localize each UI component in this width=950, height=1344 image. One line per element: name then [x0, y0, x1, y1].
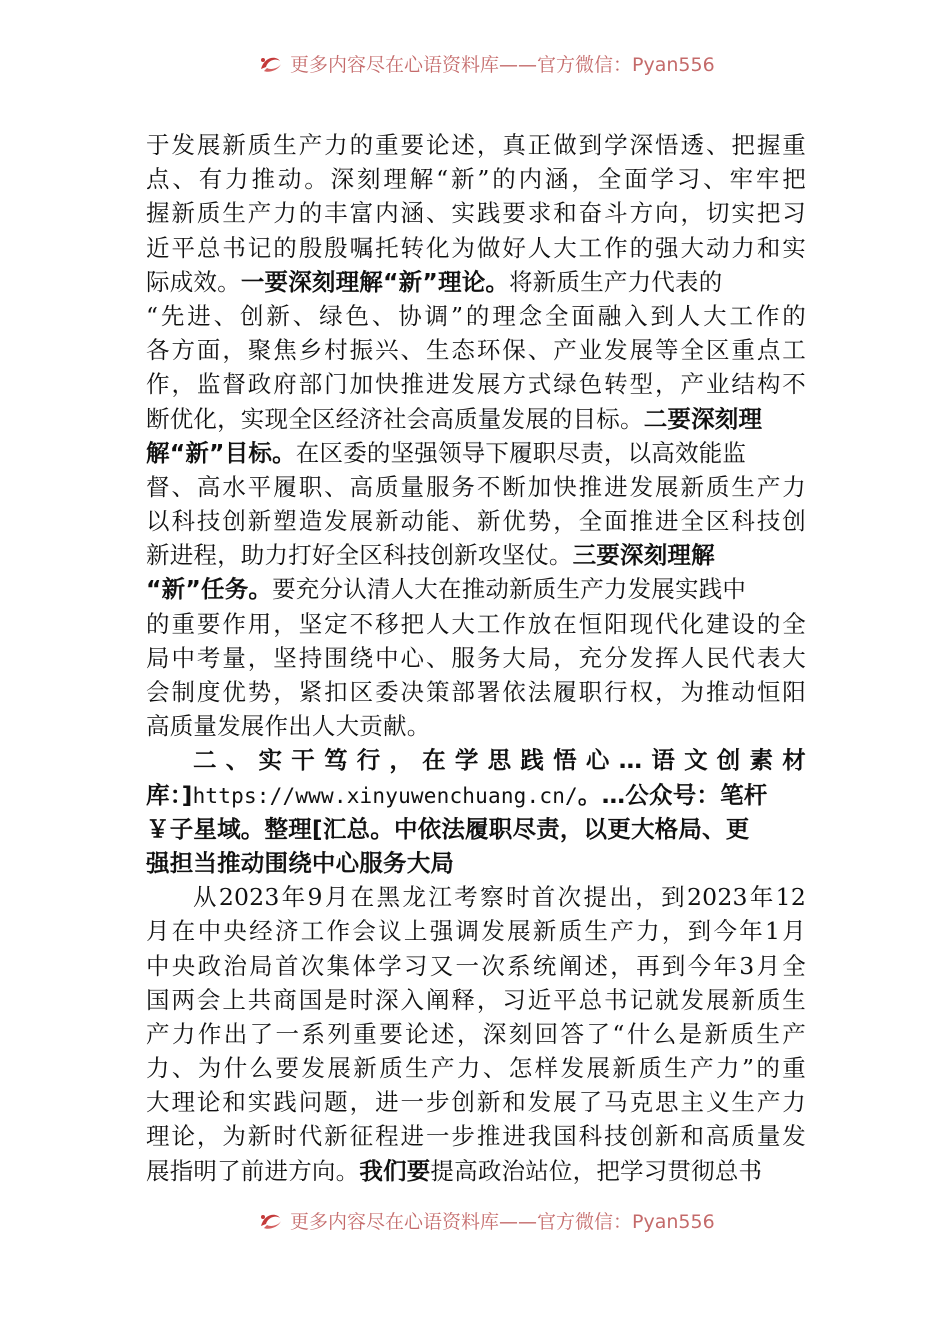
text-line: 的重要作用，坚定不移把人大工作放在恒阳现代化建设的全 [146, 609, 806, 638]
text-line [146, 402, 806, 436]
watermark-text: 更多内容尽在心语资料库——官方微信：Pyan556 [290, 1211, 715, 1233]
text-line: 握新质生产力的丰富内涵、实践要求和奋斗方向，切实把习 [146, 199, 806, 228]
text-line [146, 436, 806, 470]
watermark-text: 更多内容尽在心语资料库——官方微信：Pyan556 [290, 54, 715, 76]
text-line: 各方面，聚焦乡村振兴、生态环保、产业发展等全区重点工 [146, 336, 806, 365]
document-body [146, 128, 806, 1188]
text-span: 展指明了前进方向。 [146, 1156, 360, 1185]
bold-point-3b: “新”任务。 [146, 575, 273, 604]
text-line: 从2023年9月在黑龙江考察时首次提出，到2023年12 [193, 883, 806, 912]
text-span: 。…公众号：笔杆 [577, 780, 768, 809]
text-line: 督、高水平履职、高质量服务不断加快推进发展新质生产力 [146, 472, 806, 501]
header-watermark [0, 52, 950, 82]
text-line: 产力作出了一系列重要论述，深刻回答了“什么是新质生产 [146, 1019, 806, 1048]
text-line: 近平总书记的殷殷嘱托转化为做好人大工作的强大动力和实 [146, 233, 806, 262]
heading-line: ￥子星域。整理[汇总。中依法履职尽责，以更大格局、更 [146, 814, 750, 843]
text-line: 高质量发展作出人大贡献。 [146, 712, 431, 741]
text-line: 大理论和实践问题，进一步创新和发展了马克思主义生产力 [146, 1088, 806, 1117]
text-line: 局中考量，坚持围绕中心、服务大局，充分发挥人民代表大 [146, 643, 806, 672]
text-span: 提高政治站位，把学习贯彻总书 [430, 1156, 763, 1185]
text-line: 中央政治局首次集体学习又一次系统阐述，再到今年3月全 [146, 951, 806, 980]
text-line: 于发展新质生产力的重要论述，真正做到学深悟透、把握重 [146, 131, 806, 159]
text-line [146, 1154, 806, 1188]
bold-phrase: 我们要 [359, 1156, 431, 1185]
text-span: 在区委的坚强领导下履职尽责，以高效能监 [295, 438, 747, 467]
text-line: “先进、创新、绿色、协调”的理念全面融入到人大工作的 [146, 301, 806, 330]
text-span: 要充分认清人大在推动新质生产力发展实践中 [272, 575, 747, 604]
paragraph-1 [146, 128, 806, 743]
text-line [146, 265, 806, 299]
text-span: 库：] [146, 780, 193, 809]
text-span: 将新质生产力代表的 [509, 267, 723, 296]
text-line: 月在中央经济工作会议上强调发展新质生产力，到今年1月 [146, 917, 806, 946]
logo-swirl-icon [258, 53, 284, 75]
heading-line [146, 778, 806, 812]
heading-line: 二、实干笃行，在学思践悟心…语文创素材 [193, 746, 806, 775]
text-line: 理论，为新时代新征程进一步推进我国科技创新和高质量发 [146, 1122, 806, 1151]
text-line: 国两会上共商国是时深入阐释，习近平总书记就发展新质生 [146, 985, 806, 1014]
text-line: 点、有力推动。深刻理解“新”的内涵，全面学习、牢牢把 [146, 165, 806, 194]
text-line [146, 572, 806, 606]
text-span: 际成效。 [146, 267, 241, 296]
paragraph-2 [146, 880, 806, 1188]
text-line [146, 538, 806, 572]
section-heading [146, 743, 806, 880]
text-line: 力、为什么要发展新质生产力、怎样发展新质生产力”的重 [146, 1054, 806, 1083]
text-line: 以科技创新塑造发展新动能、新优势，全面推进全区科技创 [146, 507, 806, 536]
text-line: 作，监督政府部门加快推进发展方式绿色转型，产业结构不 [146, 370, 806, 399]
logo-swirl-icon [258, 1210, 284, 1232]
bold-point-3a: 三要深刻理解 [572, 541, 715, 570]
bold-point-1: 一要深刻理解“新”理论。 [240, 267, 510, 296]
bold-point-2a: 二要深刻理 [643, 404, 763, 433]
footer-watermark [0, 1209, 950, 1239]
text-line: 会制度优势，紧扣区委决策部署依法履职行权，为推动恒阳 [146, 678, 806, 706]
text-span: 断优化，实现全区经济社会高质量发展的目标。 [146, 404, 644, 433]
source-url: https://www.xinyuwenchuang.cn/ [192, 783, 578, 808]
heading-line: 强担当推动围绕中心服务大局 [146, 848, 455, 877]
bold-point-2b: 解“新”目标。 [146, 438, 296, 467]
text-span: 新进程，助力打好全区科技创新攻坚仗。 [146, 541, 573, 570]
